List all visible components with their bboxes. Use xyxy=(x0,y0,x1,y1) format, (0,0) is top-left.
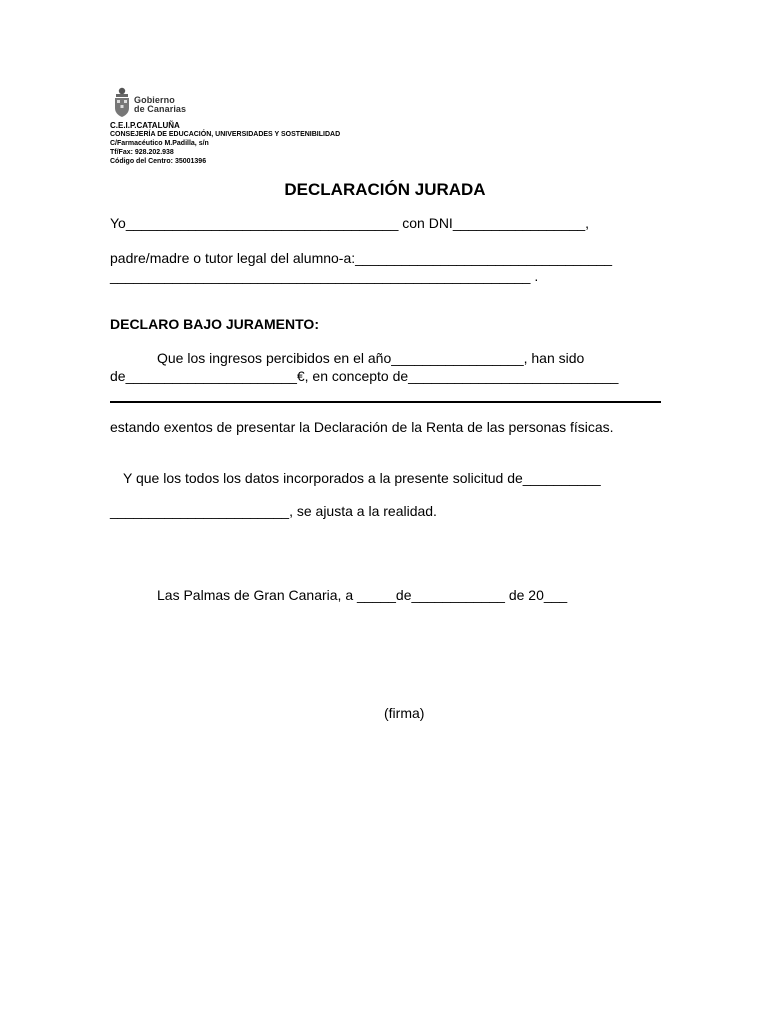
declaration-heading: DECLARO BAJO JURAMENTO: xyxy=(110,316,319,332)
coat-of-arms-icon xyxy=(112,86,132,118)
school-header xyxy=(110,121,340,166)
school-phone: Tf/Fax: 928.202.938 xyxy=(110,149,174,156)
signature-label: (firma) xyxy=(384,705,425,721)
data-statement-line-1: Y que los todos los datos incorporados a la presente solicitud de__________ xyxy=(123,470,601,486)
student-name-line: ______________________________________________________ . xyxy=(110,268,539,284)
logo-wordmark xyxy=(134,96,186,114)
school-code: Código del Centro: 35001396 xyxy=(110,158,207,165)
gobierno-canarias-logo xyxy=(112,86,202,120)
school-name: C.E.I.P.CATALUÑA xyxy=(110,121,180,130)
income-line-1: Que los ingresos percibidos en el año_________________, han sido xyxy=(157,350,585,366)
department-name: CONSEJERÍA DE EDUCACIÓN, UNIVERSIDADES Y SOSTENIBILIDAD xyxy=(110,131,341,138)
income-line-2: de______________________€, en concepto de___________________________ xyxy=(110,368,619,384)
separator-line xyxy=(110,401,661,403)
document-title: DECLARACIÓN JURADA xyxy=(284,180,486,199)
place-date-line: Las Palmas de Gran Canaria, a _____de____________ de 20___ xyxy=(157,587,568,603)
guardian-line: padre/madre o tutor legal del alumno-a:_________________________________ xyxy=(110,250,613,266)
declarant-line: Yo___________________________________ con DNI_________________, xyxy=(110,215,590,231)
school-address: C/Farmacéutico M.Padilla, s/n xyxy=(110,140,209,147)
data-statement-line-2: _______________________, se ajusta a la realidad. xyxy=(110,503,437,519)
logo-line-1: Gobierno xyxy=(134,95,175,105)
logo-line-2: de Canarias xyxy=(134,104,187,114)
tax-exemption-text: estando exentos de presentar la Declaración de la Renta de las personas físicas. xyxy=(110,419,614,435)
